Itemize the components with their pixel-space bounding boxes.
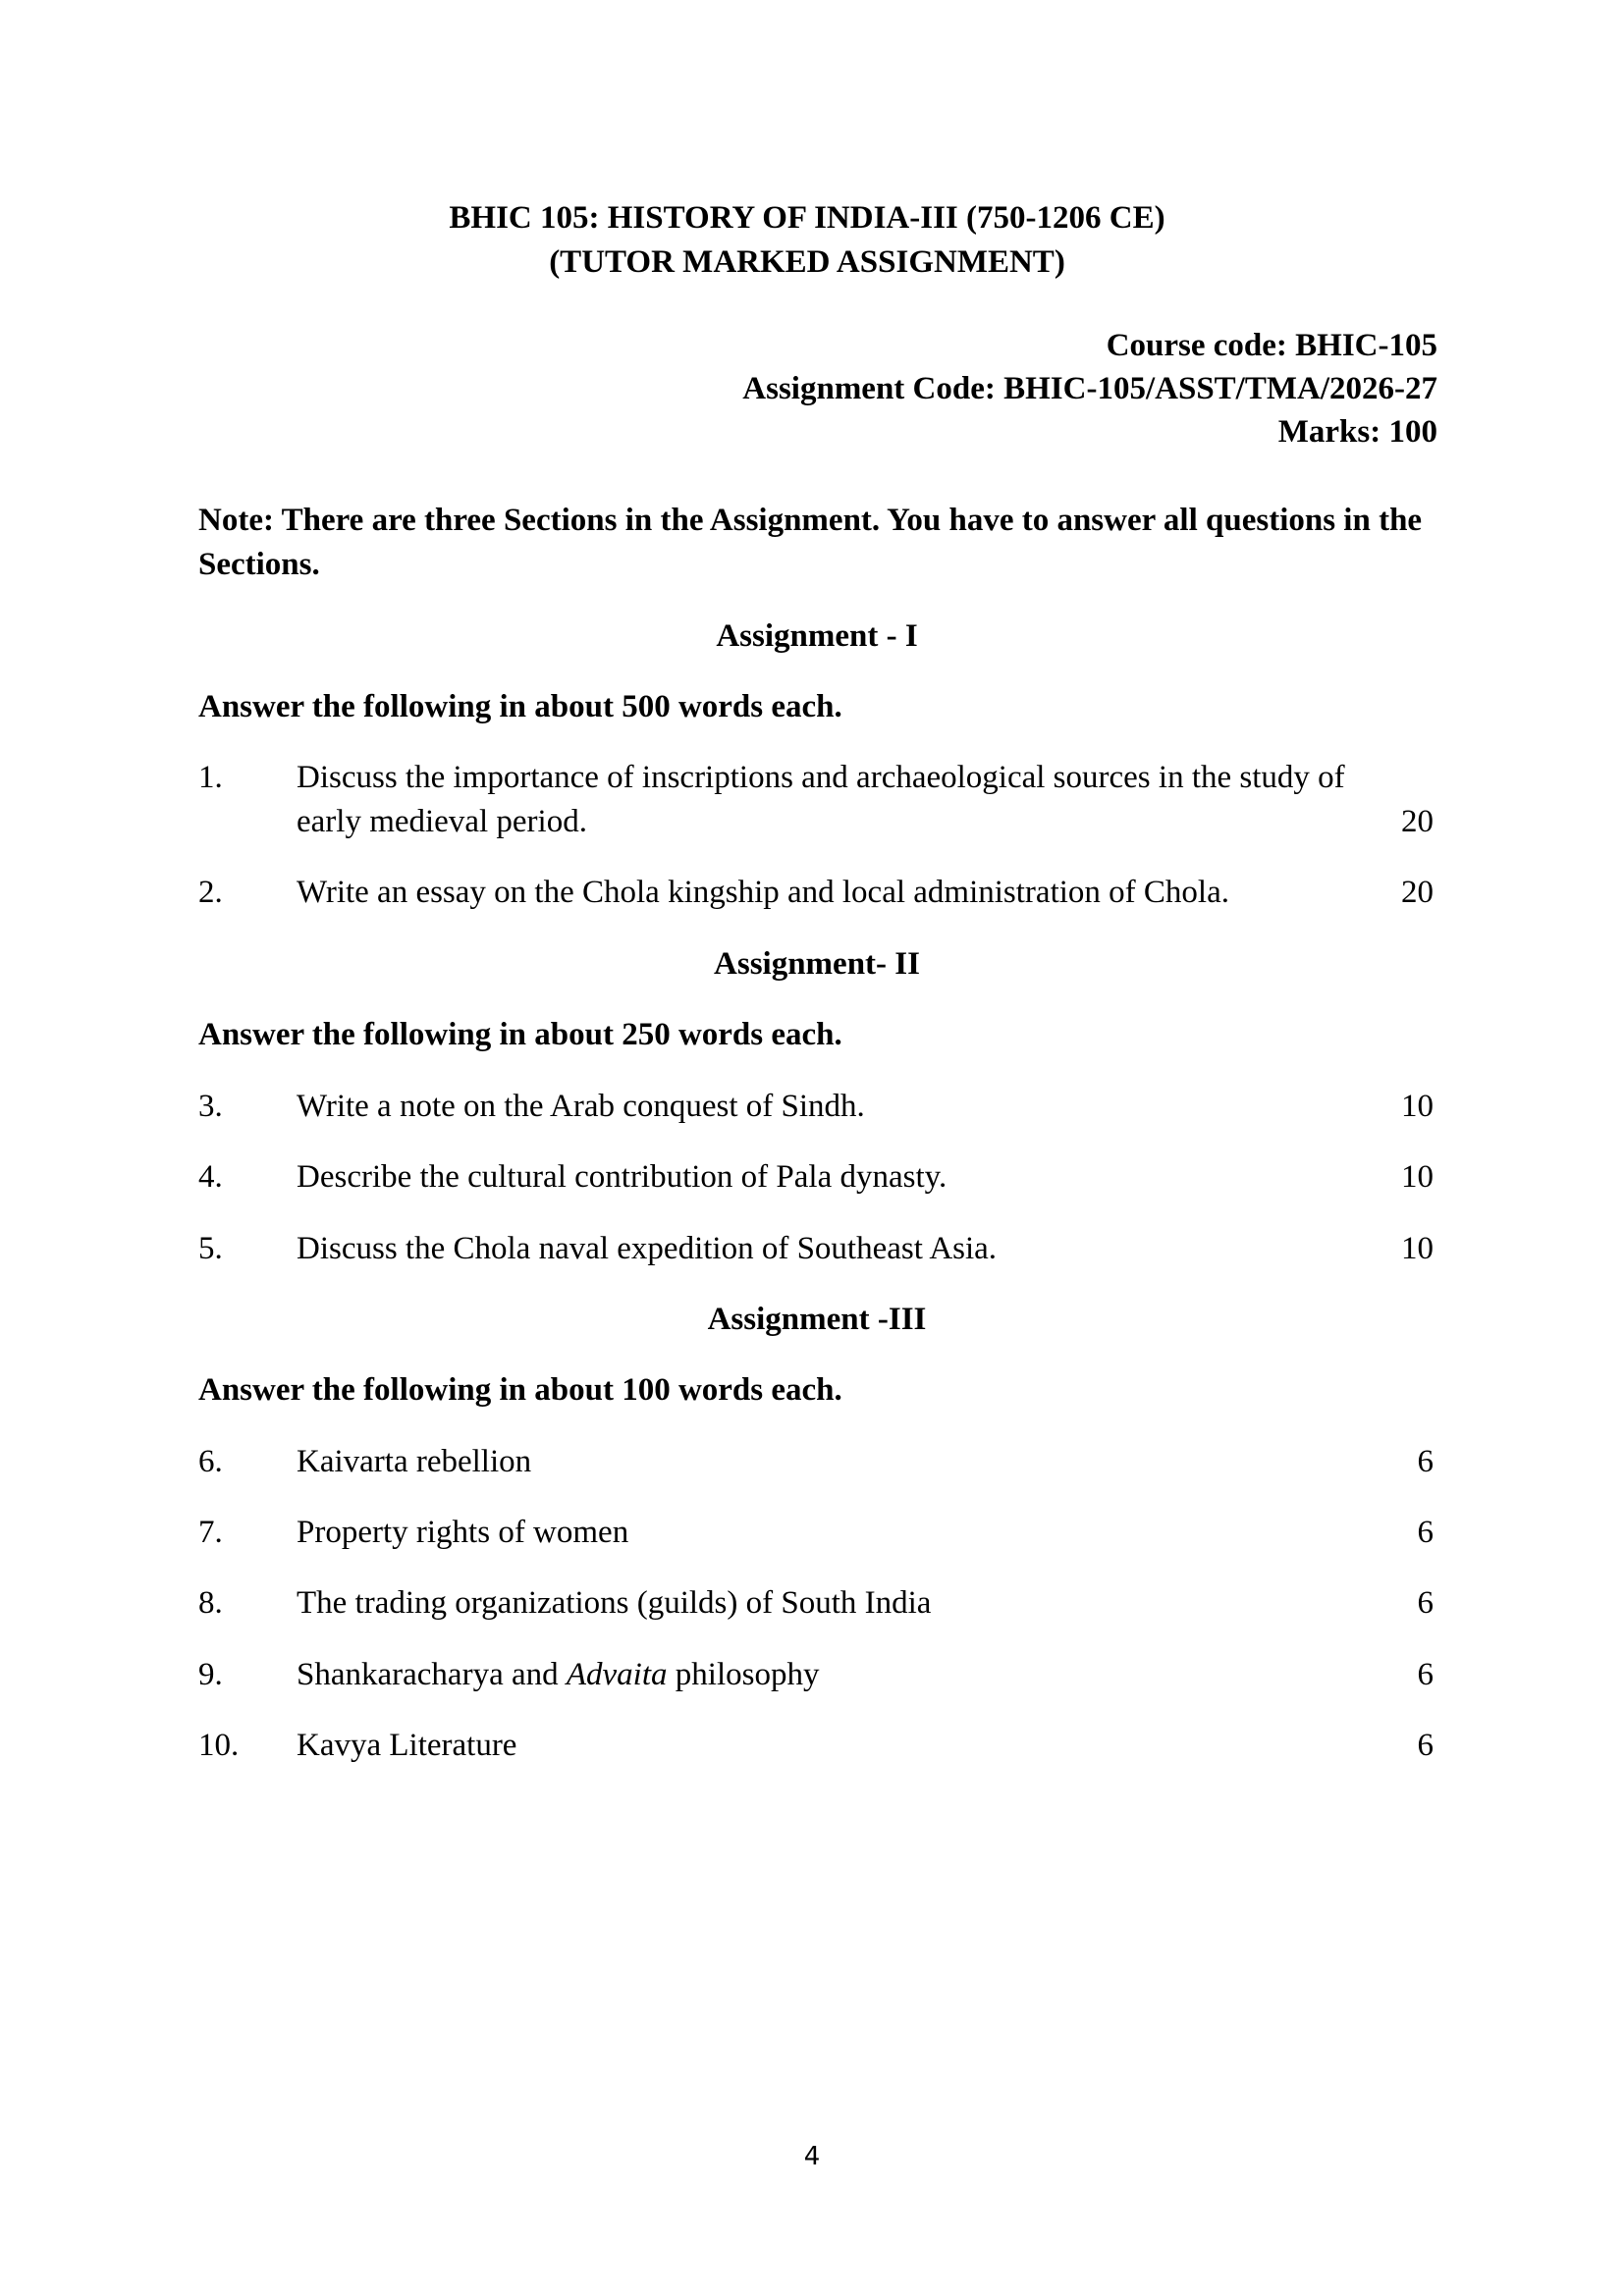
- question-text: [297, 1653, 1357, 1697]
- question-number: 6.: [198, 1444, 223, 1479]
- question-marks: 10: [1401, 1231, 1434, 1266]
- question-marks: 6: [1417, 1585, 1434, 1621]
- page-number: 4: [803, 2142, 821, 2171]
- section-heading-3: [0, 1298, 1624, 1341]
- question-4: [198, 1155, 1434, 1200]
- question-number: 1.: [198, 760, 223, 795]
- question-marks: 20: [1401, 804, 1434, 839]
- question-number: 8.: [198, 1585, 223, 1621]
- question-marks: 6: [1417, 1657, 1434, 1692]
- question-text: Write an essay on the Chola kingship and local administration of Chola.: [297, 875, 1229, 910]
- question-marks: 20: [1401, 875, 1434, 910]
- assignment-meta: [742, 324, 1437, 454]
- question-number: 9.: [198, 1657, 223, 1692]
- question-number: 3.: [198, 1089, 223, 1124]
- question-number: 7.: [198, 1515, 223, 1550]
- question-5: [198, 1227, 1434, 1271]
- section-heading-text: Assignment - I: [716, 618, 918, 654]
- question-text: Write a note on the Arab conquest of Sindh.: [297, 1089, 865, 1124]
- question-8: [198, 1581, 1434, 1626]
- question-marks: 10: [1401, 1089, 1434, 1124]
- question-text: Discuss the importance of inscriptions and archaeological sources in the study of early medieval period.: [297, 760, 1345, 839]
- question-text-part: philosophy: [667, 1657, 820, 1692]
- assignment-note: Note: There are three Sections in the Assignment. You have to answer all questions in the Sections.: [198, 503, 1423, 582]
- question-3: [198, 1085, 1434, 1129]
- total-marks: Marks: 100: [1277, 414, 1437, 450]
- question-2: [198, 871, 1434, 915]
- section-instruction-3: Answer the following in about 100 words each.: [198, 1372, 842, 1408]
- question-text-part: Shankaracharya and: [297, 1657, 567, 1692]
- question-text: Kavya Literature: [297, 1728, 517, 1763]
- section-heading-text: Assignment -III: [707, 1302, 927, 1337]
- document-title: BHIC 105: HISTORY OF INDIA-III (750-1206 CE): [449, 200, 1165, 236]
- question-10: [198, 1724, 1434, 1768]
- question-text: Kaivarta rebellion: [297, 1444, 532, 1479]
- question-7: [198, 1511, 1434, 1555]
- section-heading-1: [0, 614, 1624, 658]
- question-1: [198, 756, 1434, 844]
- question-marks: 6: [1417, 1728, 1434, 1763]
- question-number: 2.: [198, 875, 223, 910]
- title-block: [0, 196, 1624, 285]
- section-heading-text: Assignment- II: [714, 946, 920, 982]
- document-subtitle: (TUTOR MARKED ASSIGNMENT): [549, 244, 1065, 280]
- question-number: 10.: [198, 1728, 240, 1763]
- question-6: [198, 1440, 1434, 1484]
- section-instruction-1: Answer the following in about 500 words each.: [198, 689, 842, 724]
- section-heading-2: [0, 942, 1624, 986]
- question-text: The trading organizations (guilds) of South India: [297, 1585, 932, 1621]
- section-instruction-2: Answer the following in about 250 words each.: [198, 1017, 842, 1052]
- question-text-italic: Advaita: [566, 1657, 668, 1692]
- question-text: Discuss the Chola naval expedition of Southeast Asia.: [297, 1231, 998, 1266]
- assignment-code: Assignment Code: BHIC-105/ASST/TMA/2026-27: [742, 371, 1437, 406]
- course-code: Course code: BHIC-105: [1106, 328, 1437, 363]
- question-number: 4.: [198, 1159, 223, 1195]
- question-number: 5.: [198, 1231, 223, 1266]
- question-marks: 6: [1417, 1444, 1434, 1479]
- question-text: Property rights of women: [297, 1515, 629, 1550]
- question-9: [198, 1653, 1434, 1697]
- question-text: Describe the cultural contribution of Pala dynasty.: [297, 1159, 947, 1195]
- question-marks: 10: [1401, 1159, 1434, 1195]
- question-marks: 6: [1417, 1515, 1434, 1550]
